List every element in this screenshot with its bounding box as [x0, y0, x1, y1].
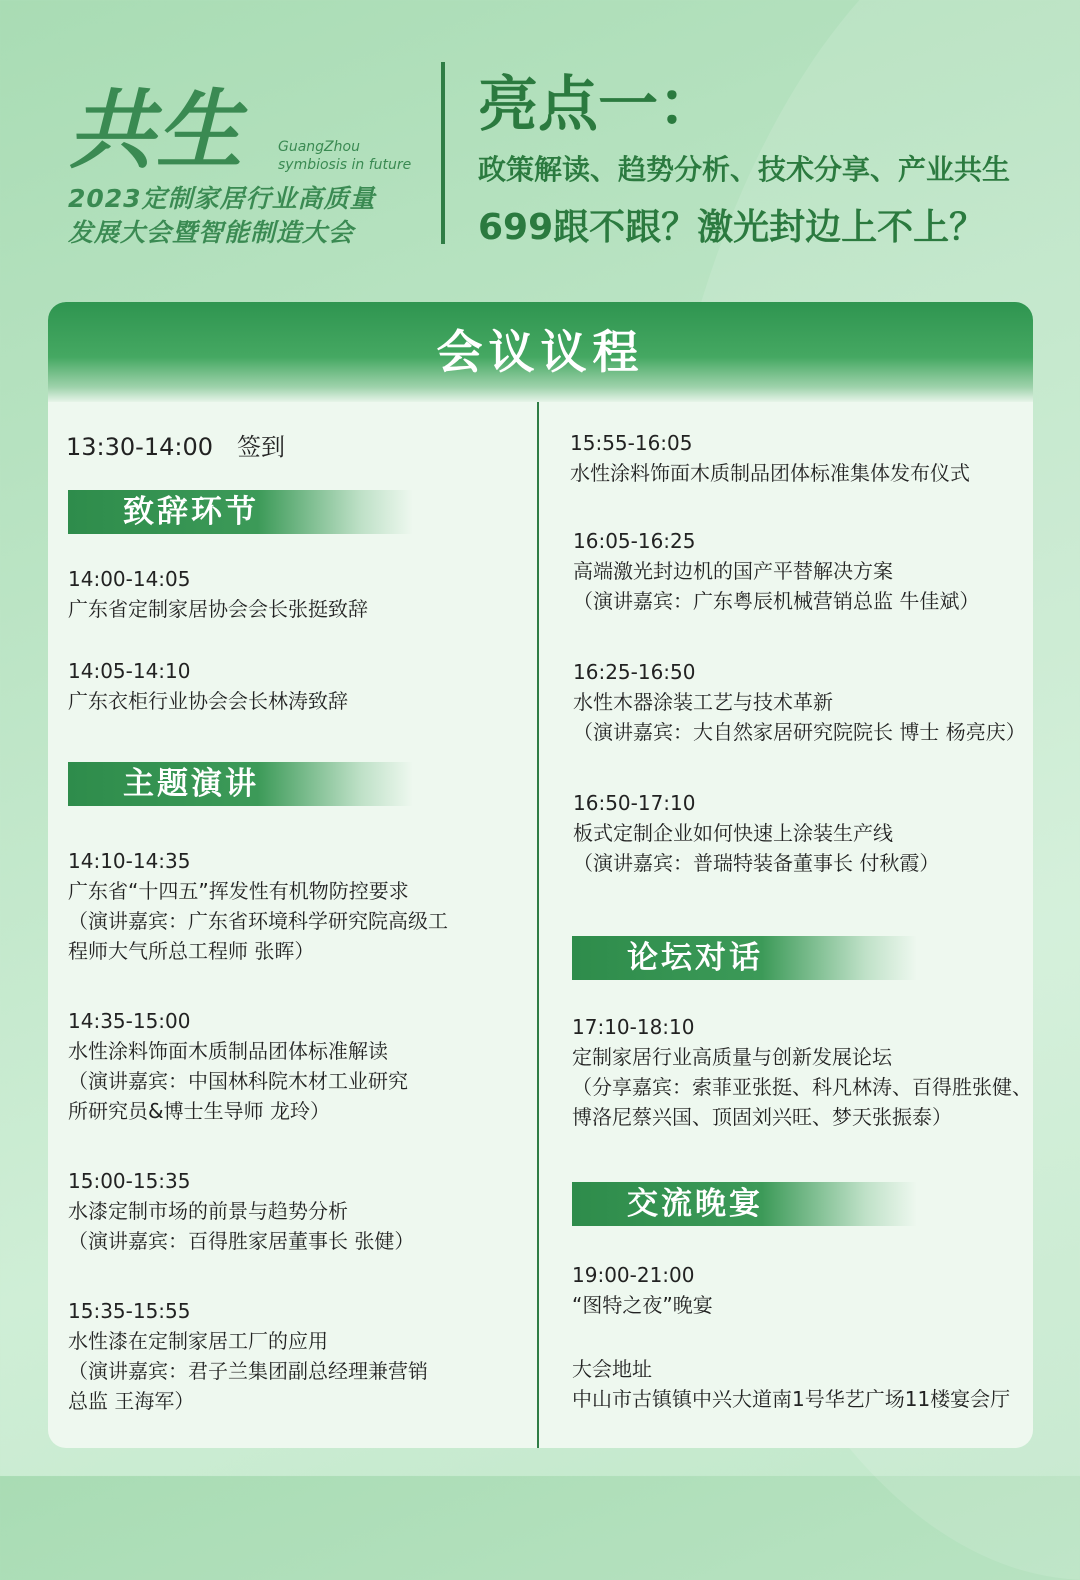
item-time: 16:05-16:25 — [573, 529, 696, 553]
logo-en-line-2: symbiosis in future — [278, 157, 412, 173]
section-bar-welcome — [68, 490, 413, 534]
item-speaker: （演讲嘉宾：君子兰集团副总经理兼营销 — [68, 1359, 428, 1383]
item-text: 广东省“十四五”挥发性有机物防控要求 — [68, 879, 409, 903]
logo-mark: 共生 — [68, 81, 244, 181]
item-text: 广东省定制家居协会会长张挺致辞 — [68, 597, 368, 621]
conference-name — [68, 182, 376, 250]
item-time: 15:00-15:35 — [68, 1169, 191, 1193]
section-bar-forum — [572, 936, 917, 980]
agenda-panel — [48, 302, 1033, 1448]
item-speaker: 博洛尼蔡兴国、顶固刘兴旺、梦天张振泰） — [572, 1105, 952, 1129]
venue-address: 中山市古镇镇中兴大道南1号华艺广场11楼宴会厅 — [572, 1387, 1011, 1411]
item-text: 水性涂料饰面木质制品团体标准集体发布仪式 — [570, 461, 970, 485]
item-text: 板式定制企业如何快速上涂装生产线 — [573, 821, 893, 845]
item-time: 16:50-17:10 — [573, 791, 696, 815]
item-time: 14:05-14:10 — [68, 659, 191, 683]
signin-item: 13:30-14:00 签到 — [66, 433, 285, 461]
item-text: 水漆定制市场的前景与趋势分析 — [68, 1199, 348, 1223]
logo-en-line-1: GuangZhou — [278, 139, 360, 155]
highlight-topics: 政策解读、趋势分析、技术分享、产业共生 — [478, 153, 1011, 186]
item-speaker: （分享嘉宾：索菲亚张挺、科凡林涛、百得胜张健、 — [572, 1075, 1032, 1099]
item-speaker: （演讲嘉宾：广东省环境科学研究院高级工 — [68, 909, 448, 933]
section-title-dinner: 交流晚宴 — [627, 1186, 763, 1222]
item-time: 16:25-16:50 — [573, 660, 696, 684]
section-title-forum: 论坛对话 — [627, 940, 763, 976]
item-time: 14:35-15:00 — [68, 1009, 191, 1033]
item-speaker: （演讲嘉宾：百得胜家居董事长 张健） — [68, 1229, 415, 1253]
item-time: 14:00-14:05 — [68, 567, 191, 591]
item-time: 15:35-15:55 — [68, 1299, 191, 1323]
section-bar-keynote — [68, 762, 413, 806]
header-divider — [441, 62, 445, 244]
section-title-keynote: 主题演讲 — [123, 766, 259, 802]
highlight-question: 699跟不跟？激光封边上不上？ — [478, 207, 986, 248]
section-bar-dinner — [572, 1182, 917, 1226]
column-divider — [537, 402, 539, 1448]
item-time: 14:10-14:35 — [68, 849, 191, 873]
item-speaker: （演讲嘉宾：普瑞特装备董事长 付秋霞） — [573, 851, 940, 875]
venue-label: 大会地址 — [572, 1357, 652, 1381]
item-speaker: 程师大气所总工程师 张晖） — [68, 939, 315, 963]
item-time: 15:55-16:05 — [570, 431, 693, 455]
item-speaker: 总监 王海军） — [68, 1389, 195, 1413]
item-text: 水性漆在定制家居工厂的应用 — [68, 1329, 328, 1353]
agenda-header — [48, 302, 1033, 402]
item-speaker: （演讲嘉宾：广东粤辰机械营销总监 牛佳斌） — [573, 589, 980, 613]
agenda-title: 会议议程 — [436, 325, 645, 379]
item-text: 水性涂料饰面木质制品团体标准解读 — [68, 1039, 388, 1063]
item-text: “图特之夜”晚宴 — [572, 1293, 713, 1317]
item-time: 17:10-18:10 — [572, 1015, 695, 1039]
event-logo — [68, 81, 428, 256]
item-time: 19:00-21:00 — [572, 1263, 695, 1287]
section-title-welcome: 致辞环节 — [123, 494, 259, 530]
conference-name-line-2: 发展大会暨智能制造大会 — [68, 218, 355, 247]
item-text: 定制家居行业高质量与创新发展论坛 — [572, 1045, 892, 1069]
item-speaker: 所研究员&博士生导师 龙玲） — [68, 1099, 330, 1123]
highlight-title: 亮点一： — [478, 70, 718, 140]
item-speaker: （演讲嘉宾：中国林科院木材工业研究 — [68, 1069, 408, 1093]
item-text: 高端激光封边机的国产平替解决方案 — [573, 559, 893, 583]
item-speaker: （演讲嘉宾：大自然家居研究院院长 博士 杨亮庆） — [573, 720, 1026, 744]
item-text: 水性木器涂装工艺与技术革新 — [573, 690, 833, 714]
logo-english — [278, 138, 411, 174]
item-text: 广东衣柜行业协会会长林涛致辞 — [68, 689, 348, 713]
conference-name-line-1: 2023定制家居行业高质量 — [68, 184, 376, 213]
